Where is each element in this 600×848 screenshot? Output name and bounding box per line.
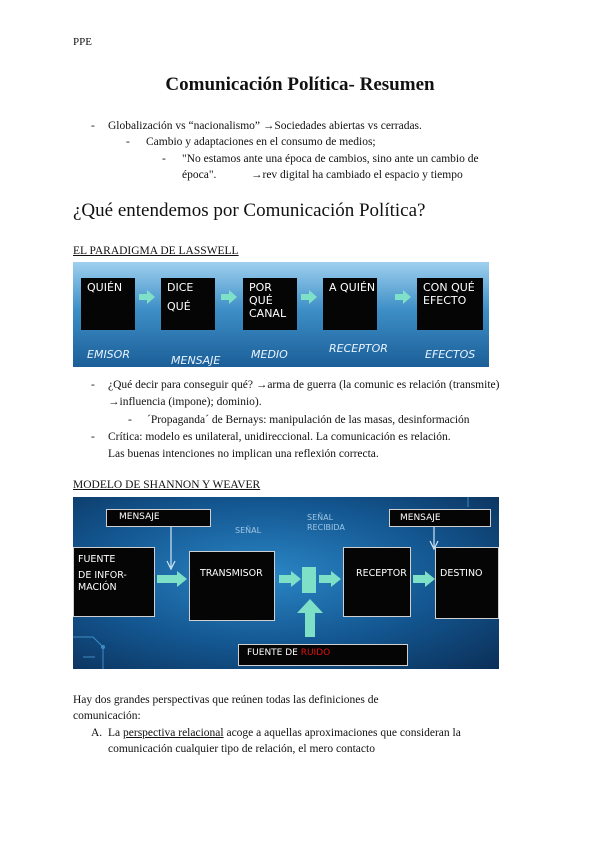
senal-label: SEÑAL [235,526,262,535]
box-label: FUENTE DE [247,648,301,658]
lasswell-diagram [73,262,489,367]
lasswell-bullet-3-line-2: Las buenas intenciones no implican una reflexión correcta. [108,448,379,460]
closing-line-2: comunicación: [73,710,141,722]
intro-item-1: Globalización vs “nacionalismo” →Sociedades abiertas vs cerradas. [108,120,422,132]
arrow-right-icon [413,571,435,587]
box-label: DESTINO [440,568,483,579]
box-label: QUÉ [167,300,191,313]
transmisor-box [189,551,275,621]
document-title: Comunicación Política- Resumen [165,74,435,95]
arrow-right-icon [319,571,341,587]
arrow-right-icon [139,290,155,304]
list-marker-a: A. [91,727,103,739]
lasswell-box-quien [81,278,135,330]
box-label: MACIÓN [78,582,117,593]
lasswell-box-dice-que [161,278,215,330]
lasswell-label-receptor: RECEPTOR [329,342,388,355]
section-heading: ¿Qué entendemos por Comunicación Política? [73,200,426,221]
box-label: DE INFOR- [78,570,127,581]
arrow-right-icon [157,571,187,587]
arrow-right-icon [279,571,301,587]
fuente-informacion-box [73,547,155,617]
intro-item-3-line-2a: época". [182,169,217,181]
lasswell-bullet-2: ´Propaganda´ de Bernays: manipulación de las masas, desinformación [147,414,470,426]
arrow-right-icon [395,290,411,304]
closing-item-a-line-2: comunicación cualquier tipo de relación, el mero contacto [108,743,375,755]
bullet-dash: - [91,120,95,132]
item-a-text: acoge a aquellas aproximaciones que consideran la [223,727,461,739]
page-header: PPE [73,36,92,48]
item-a-text: La [108,727,124,739]
senal-recibida-label [307,513,345,533]
box-label: POR QUÉ [249,281,273,307]
bullet-dash: - [162,153,166,165]
box-label: CON QUÉ [423,281,475,294]
bullet-dash: - [91,379,95,391]
lasswell-label-emisor: EMISOR [87,348,130,361]
box-label: RECEPTOR [356,568,407,579]
arrow-right-icon [221,290,237,304]
lasswell-label-medio: MEDIO [251,348,288,361]
box-label: TRANSMISOR [200,568,263,579]
mensaje-box-right [389,509,491,527]
lasswell-label-mensaje: MENSAJE [171,354,221,367]
intro-item-2: Cambio y adaptaciones en el consumo de medios; [146,136,376,148]
closing-item-a-line-1 [108,725,528,741]
lasswell-bullet-1-line-1: ¿Qué decir para conseguir qué? →arma de guerra (la comunic es relación (transmite) [108,379,500,391]
destino-box [435,547,499,619]
box-label: MENSAJE [119,512,160,522]
bullet-dash: - [128,414,132,426]
shannon-section-title: MODELO DE SHANNON Y WEAVER [73,479,261,491]
lasswell-label-efectos: EFECTOS [425,348,476,361]
box-label: QUIÉN [87,281,123,294]
box-label: DICE [167,281,194,294]
senal-recibida-line-2: RECIBIDA [307,523,345,532]
bullet-dash: - [91,431,95,443]
box-label: MENSAJE [400,513,441,523]
perspectiva-relacional-term: perspectiva relacional [123,727,224,739]
box-label: CANAL [249,307,287,320]
box-label: EFECTO [423,294,467,307]
lasswell-box-a-quien [323,278,377,330]
shannon-weaver-diagram [73,497,499,669]
mensaje-box-left [106,509,211,527]
lasswell-bullet-1-line-2: →influencia (impone); dominio). [108,396,262,408]
intro-item-3-line-1: "No estamos ante una época de cambios, sino ante un cambio de [182,153,479,165]
lasswell-bullet-3-line-1: Crítica: modelo es unilateral, unidireccional. La comunicación es relación. [108,431,451,443]
lasswell-section-title: EL PARADIGMA DE LASSWELL [73,245,239,257]
lasswell-box-canal [243,278,297,330]
closing-line-1: Hay dos grandes perspectivas que reúnen todas las definiciones de [73,694,379,706]
ruido-label: RUIDO [300,648,331,658]
lasswell-box-efecto [417,278,483,330]
channel-block [302,567,316,593]
arrow-up-icon [297,599,323,637]
fuente-de-ruido-box [238,644,408,666]
receptor-box [343,547,411,617]
bullet-dash: - [126,136,130,148]
senal-recibida-line-1: SEÑAL [307,513,334,522]
box-label: FUENTE [78,554,116,565]
box-label: A QUIÉN [329,281,376,294]
arrow-right-icon [301,290,317,304]
intro-item-3-line-2b: →rev digital ha cambiado el espacio y tiempo [251,169,463,181]
